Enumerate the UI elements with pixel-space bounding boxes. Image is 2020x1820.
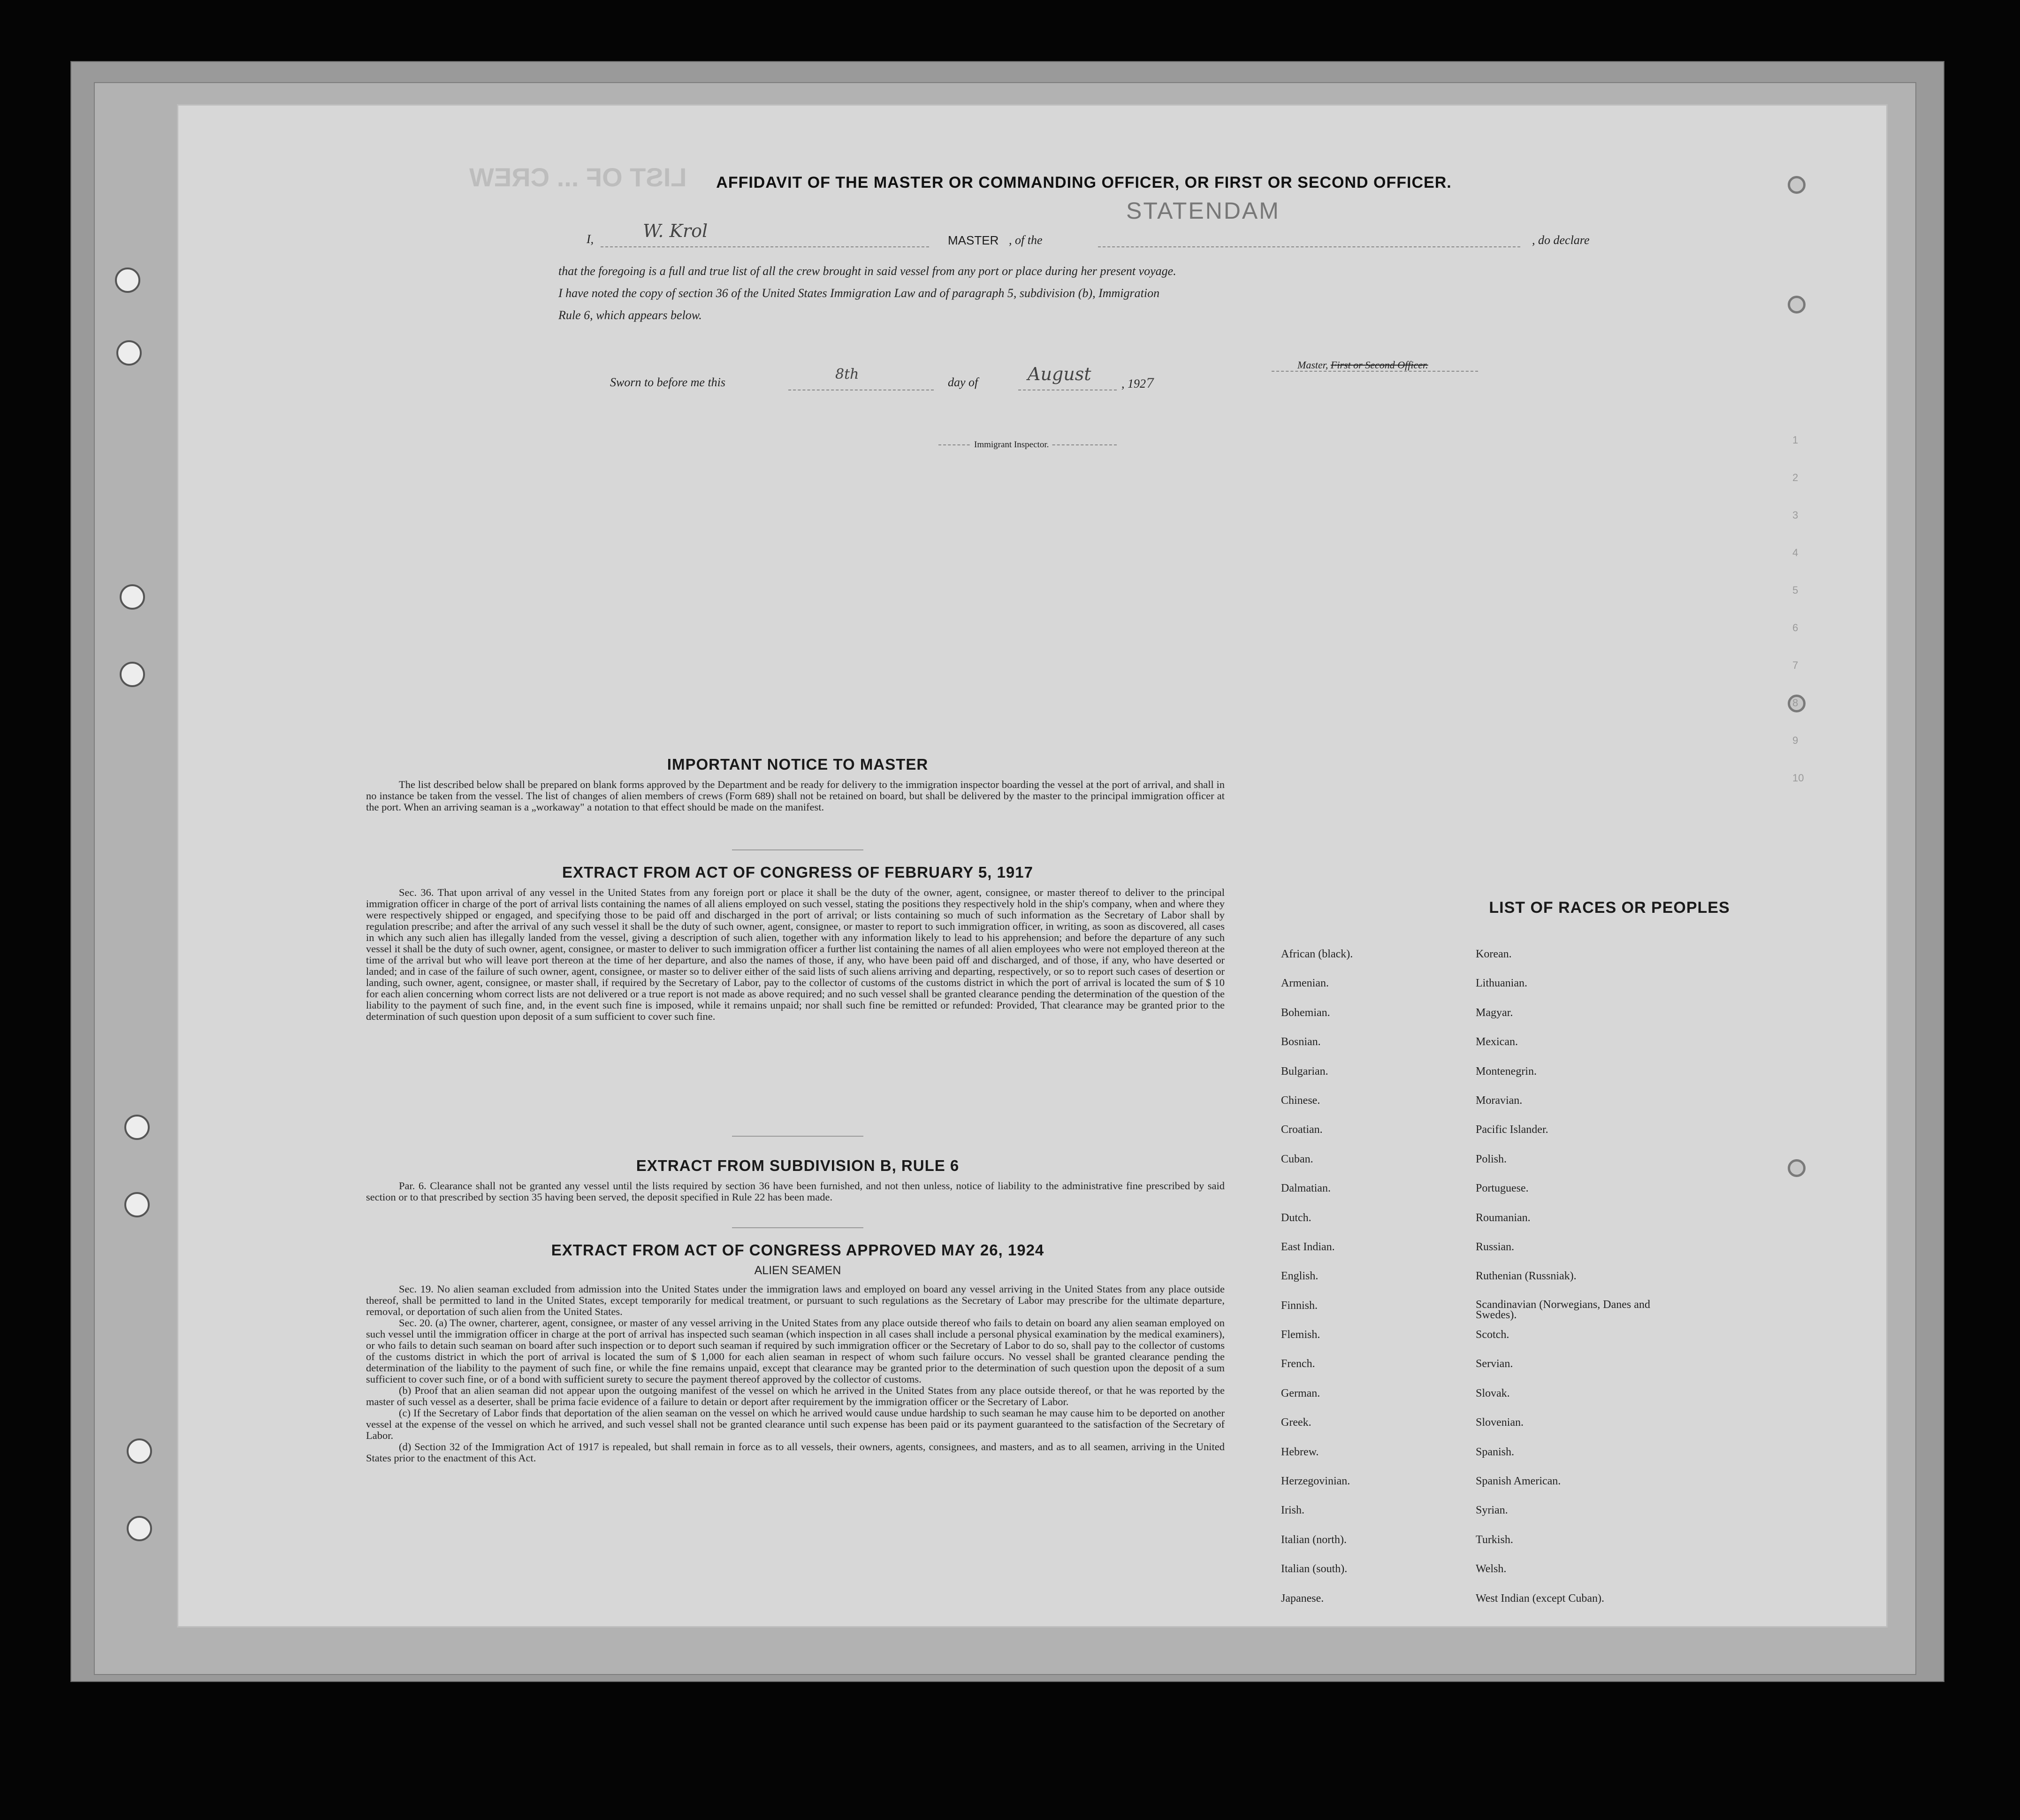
race-item: Korean.	[1476, 948, 1512, 960]
affidavit-declaration	[587, 232, 594, 246]
race-item: Turkish.	[1476, 1533, 1513, 1546]
punch-hole	[127, 1516, 152, 1541]
extract-rule6-title: EXTRACT FROM SUBDIVISION B, RULE 6	[636, 1157, 960, 1174]
affidavit-title: AFFIDAVIT OF THE MASTER OR COMMANDING OFFICER, OR FIRST OR SECOND OFFICER.	[716, 174, 1452, 191]
sworn-day-of: day of	[948, 375, 978, 389]
section-20-d: (d) Section 32 of the Immigration Act of 1917 is repealed, but shall remain in force as to all vessels, their owners, agents, consignees, and masters, and as to all seamen, arriving in the United States prior to the enactment of this Act.	[366, 1441, 1225, 1464]
race-item: Syrian.	[1476, 1504, 1508, 1517]
race-item: Italian (north).	[1281, 1533, 1347, 1546]
bleed-line-number: 4	[1792, 547, 1799, 558]
race-item: Magyar.	[1476, 1006, 1513, 1019]
race-item: Spanish American.	[1476, 1475, 1561, 1488]
of-the-label: , of the	[1009, 233, 1043, 247]
extract-1924-text	[366, 1284, 1225, 1464]
affidavit-page	[178, 106, 1886, 1626]
race-item: Slovenian.	[1476, 1416, 1524, 1429]
officer-struck-label: First or Second Officer.	[1330, 359, 1428, 371]
punch-hole	[120, 662, 145, 687]
bleed-line-number: 2	[1792, 472, 1799, 483]
race-item: West Indian (except Cuban).	[1476, 1592, 1604, 1605]
race-item: Croatian.	[1281, 1124, 1323, 1136]
section-19: Sec. 19. No alien seaman excluded from admission into the United States under the immigration laws and employed on board any vessel arriving in the United States from any place outside thereof, shall be permitted to land in the United States, except temporarily for medical treatment, or pursuant to such regulations as the Secretary of Labor may prescribe for the ultimate departure, removal, or deportation of such alien from the United States.	[366, 1283, 1225, 1317]
extract-1924-subtitle: ALIEN SEAMEN	[754, 1264, 841, 1277]
races-list-left	[1281, 948, 1353, 1621]
race-item: Scotch.	[1476, 1329, 1509, 1341]
race-item: Welsh.	[1476, 1563, 1507, 1575]
affidavit-line-4: Rule 6, which appears below.	[558, 308, 702, 322]
race-item: German.	[1281, 1387, 1320, 1399]
races-list-right	[1476, 948, 1654, 1621]
race-item: Bohemian.	[1281, 1006, 1330, 1019]
notice-text: The list described below shall be prepared on blank forms approved by the Department and be ready for delivery to the immigration inspector boarding the vessel at the port of arrival, and shall in no instance be taken from the vessel. The list of changes of alien members of crews (Form 689) shall not be retained on board, but shall be delivered by the master to the principal immigration officer at the port. When an arriving seaman is a „workaway" a notation to that effect should be made on the manifest.	[366, 779, 1225, 813]
race-item: Montenegrin.	[1476, 1065, 1537, 1078]
race-item: Herzegovinian.	[1281, 1475, 1350, 1488]
race-item: Greek.	[1281, 1416, 1311, 1429]
bleed-line-number: 10	[1792, 772, 1804, 784]
sworn-prefix: Sworn to before me this	[610, 375, 726, 389]
races-title: LIST OF RACES OR PEOPLES	[1489, 899, 1730, 917]
bleed-line-number: 3	[1792, 509, 1799, 521]
race-item: Mexican.	[1476, 1036, 1518, 1048]
affidavit-line-3: I have noted the copy of section 36 of the United States Immigration Law and of paragraph 5, subdivision (b), Immigration	[558, 286, 1160, 300]
master-officer-label: Master, First or Second Officer.	[1297, 359, 1428, 371]
race-item: African (black).	[1281, 948, 1353, 960]
inspector-label: Immigrant Inspector.	[971, 440, 1052, 450]
ship-underline	[1098, 246, 1520, 247]
punch-hole	[127, 1438, 152, 1464]
race-item: Irish.	[1281, 1504, 1304, 1517]
bleed-line-number: 6	[1792, 622, 1799, 634]
sworn-month: August	[1028, 364, 1091, 384]
sworn-day: 8th	[835, 366, 859, 382]
race-item: Dalmatian.	[1281, 1182, 1331, 1195]
race-item: Portuguese.	[1476, 1182, 1529, 1195]
punch-hole	[124, 1192, 150, 1217]
punch-hole	[120, 584, 145, 610]
master-signature: W. Krol	[643, 221, 708, 241]
bleed-line-number: 8	[1792, 697, 1799, 709]
race-item: English.	[1281, 1270, 1319, 1283]
declare-label: , do declare	[1532, 233, 1590, 247]
race-item: Servian.	[1476, 1358, 1513, 1370]
master-signature-line	[1272, 371, 1478, 372]
race-item: Dutch.	[1281, 1211, 1311, 1224]
bleed-line-number: 9	[1792, 734, 1799, 746]
punch-hole	[116, 340, 142, 366]
race-item: French.	[1281, 1358, 1315, 1370]
extract-1924-title: EXTRACT FROM ACT OF CONGRESS APPROVED MAY 26, 1924	[551, 1241, 1044, 1259]
section-20-b: (b) Proof that an alien seaman did not appear upon the outgoing manifest of the vessel on which he arrived in the United States from any place outside thereof, or that he was reported by the master of such vessel as a deserter, shall be prima facie evidence of a failure to detain or deport after requirement by the immigration officer or the Secretary of Labor.	[366, 1384, 1225, 1407]
section-20-c: (c) If the Secretary of Labor finds that deportation of the alien seaman on the vessel on which he arrived would cause undue hardship to such seaman he may cause him to be deported on another vessel at the expense of the vessel on which he arrived, and such vessel shall not be granted clearance until such expense has been paid or its payment guaranteed to the satisfaction of the Secretary of Labor.	[366, 1407, 1225, 1441]
ring-hole	[1788, 176, 1806, 194]
ship-name: STATENDAM	[1126, 198, 1280, 224]
race-item: Cuban.	[1281, 1153, 1313, 1165]
extract-rule6-text: Par. 6. Clearance shall not be granted any vessel until the lists required by section 36 have been furnished, and not then unless, notice of liability to the administrative fine prescribed by said section or to that prescribed by section 35 having been served, the deposit specified in Rule 22 has been made.	[366, 1180, 1225, 1203]
bleed-through-header: LIST OF ... CREW	[469, 162, 687, 192]
punch-hole	[124, 1115, 150, 1140]
section-20-a: Sec. 20. (a) The owner, charterer, agent, consignee, or master of any vessel arriving in the United States from any place outside thereof who fails to detain on board any alien seaman employed on such vessel until the immigration officer in charge at the port of arrival has inspected such seaman (which inspection in all cases shall include a personal physical examination by the medical examiners), or who fails to detain such seaman on board after such inspection or to deport such seaman if required by such immigration officer or the Secretary of Labor to do so, shall pay to the collector of customs of the customs district in which the port of arrival is located the sum of $ 1,000 for each alien seaman in respect of whom such failure occurs. No vessel shall be granted clearance pending the determination of the liability to the payment of such fine, or while the fine remains unpaid, except that clearance may be granted prior to the determination of such question upon the deposit of a sum sufficient to cover such fine, or of a bond with sufficient surety to secure the payment thereof approved by the collector of customs.	[366, 1317, 1225, 1385]
race-item: Finnish.	[1281, 1299, 1318, 1312]
race-item: Bosnian.	[1281, 1036, 1321, 1048]
race-item: Lithuanian.	[1476, 977, 1527, 990]
race-item: Polish.	[1476, 1153, 1507, 1165]
race-item: Spanish.	[1476, 1445, 1515, 1458]
section-divider	[732, 1227, 863, 1228]
extract-1917-title: EXTRACT FROM ACT OF CONGRESS OF FEBRUARY 5, 1917	[562, 864, 1033, 881]
race-item: East Indian.	[1281, 1240, 1335, 1253]
affidavit-line-2: that the foregoing is a full and true list of all the crew brought in said vessel from any port or place during her present voyage.	[558, 264, 1176, 278]
race-item: Scandinavian (Norwegians, Danes and Swedes).	[1476, 1298, 1650, 1321]
race-item: Italian (south).	[1281, 1563, 1348, 1575]
notice-title: IMPORTANT NOTICE TO MASTER	[667, 756, 929, 773]
ring-hole	[1788, 1159, 1806, 1177]
section-divider	[732, 1136, 863, 1137]
race-item: Chinese.	[1281, 1094, 1320, 1107]
bleed-line-number: 1	[1792, 434, 1799, 446]
race-item: Flemish.	[1281, 1329, 1320, 1341]
bleed-line-number: 5	[1792, 584, 1799, 596]
bleed-line-number: 7	[1792, 659, 1799, 671]
race-item: Japanese.	[1281, 1592, 1324, 1605]
race-item: Moravian.	[1476, 1094, 1523, 1107]
master-label: MASTER	[948, 233, 999, 247]
race-item: Slovak.	[1476, 1387, 1510, 1399]
race-item: Armenian.	[1281, 977, 1329, 990]
section-divider	[732, 849, 863, 850]
race-item: Pacific Islander.	[1476, 1124, 1548, 1136]
declarant-prefix: I,	[587, 232, 594, 246]
race-item: Bulgarian.	[1281, 1065, 1328, 1078]
punch-hole	[115, 268, 140, 293]
race-item: Roumanian.	[1476, 1211, 1531, 1224]
race-item: Russian.	[1476, 1240, 1515, 1253]
signature-underline	[601, 246, 929, 247]
race-item: Hebrew.	[1281, 1445, 1319, 1458]
ring-hole	[1788, 296, 1806, 314]
sworn-year: , 1927	[1121, 375, 1154, 391]
extract-1917-text: Sec. 36. That upon arrival of any vessel in the United States from any foreign port or place it shall be the duty of the owner, agent, consignee, or master thereof to deliver to the principal immigration officer in charge of the port of arrival lists containing the names of all aliens employed on such vessel, stating the positions they respectively hold in the ship's company, when and where they were respectively shipped or engaged, and specifying those to be paid off and discharged in the port of arrival; or lists containing so much of such information as the Secretary of Labor shall by regulation prescribe; and after the arrival of any such vessel it shall be the duty of such owner, agent, consignee, or master to report to such immigration officer, in writing, as soon as discovered, all cases in which any such alien has illegally landed from the vessel, giving a description of such alien, together with any information likely to lead to his apprehension; and before the departure of any such vessel it shall be the duty of such owner, agent, consignee, or master to deliver to such immigration officer a further list containing the names of all alien employees who were not employed thereon at the time of the arrival but who will leave port thereon at the time of her departure, and also the names of those, if any, who have been paid off and discharged, and of those, if any, who have deserted or landed; and in case of the failure of such owner, agent, consignee, or master so to deliver either of the said lists of such aliens arriving and departing, respectively, or so to report such cases of desertion or landing, such owner, agent, consignee, or master shall, if required by the Secretary of Labor, pay to the collector of customs of the customs district in which the port of arrival is located the sum of $ 10 for each alien concerning whom correct lists are not delivered or a true report is not made as above required; and no such vessel shall be granted clearance pending the determination of the question of the liability to the payment of such fine, and, in the event such fine is imposed, while it remains unpaid; nor shall such fine be remitted or refunded: Provided, That clearance may be granted prior to the determination of such question upon deposit of a sum sufficient to cover such fine.	[366, 887, 1225, 1022]
race-item: Ruthenian (Russniak).	[1476, 1270, 1577, 1283]
